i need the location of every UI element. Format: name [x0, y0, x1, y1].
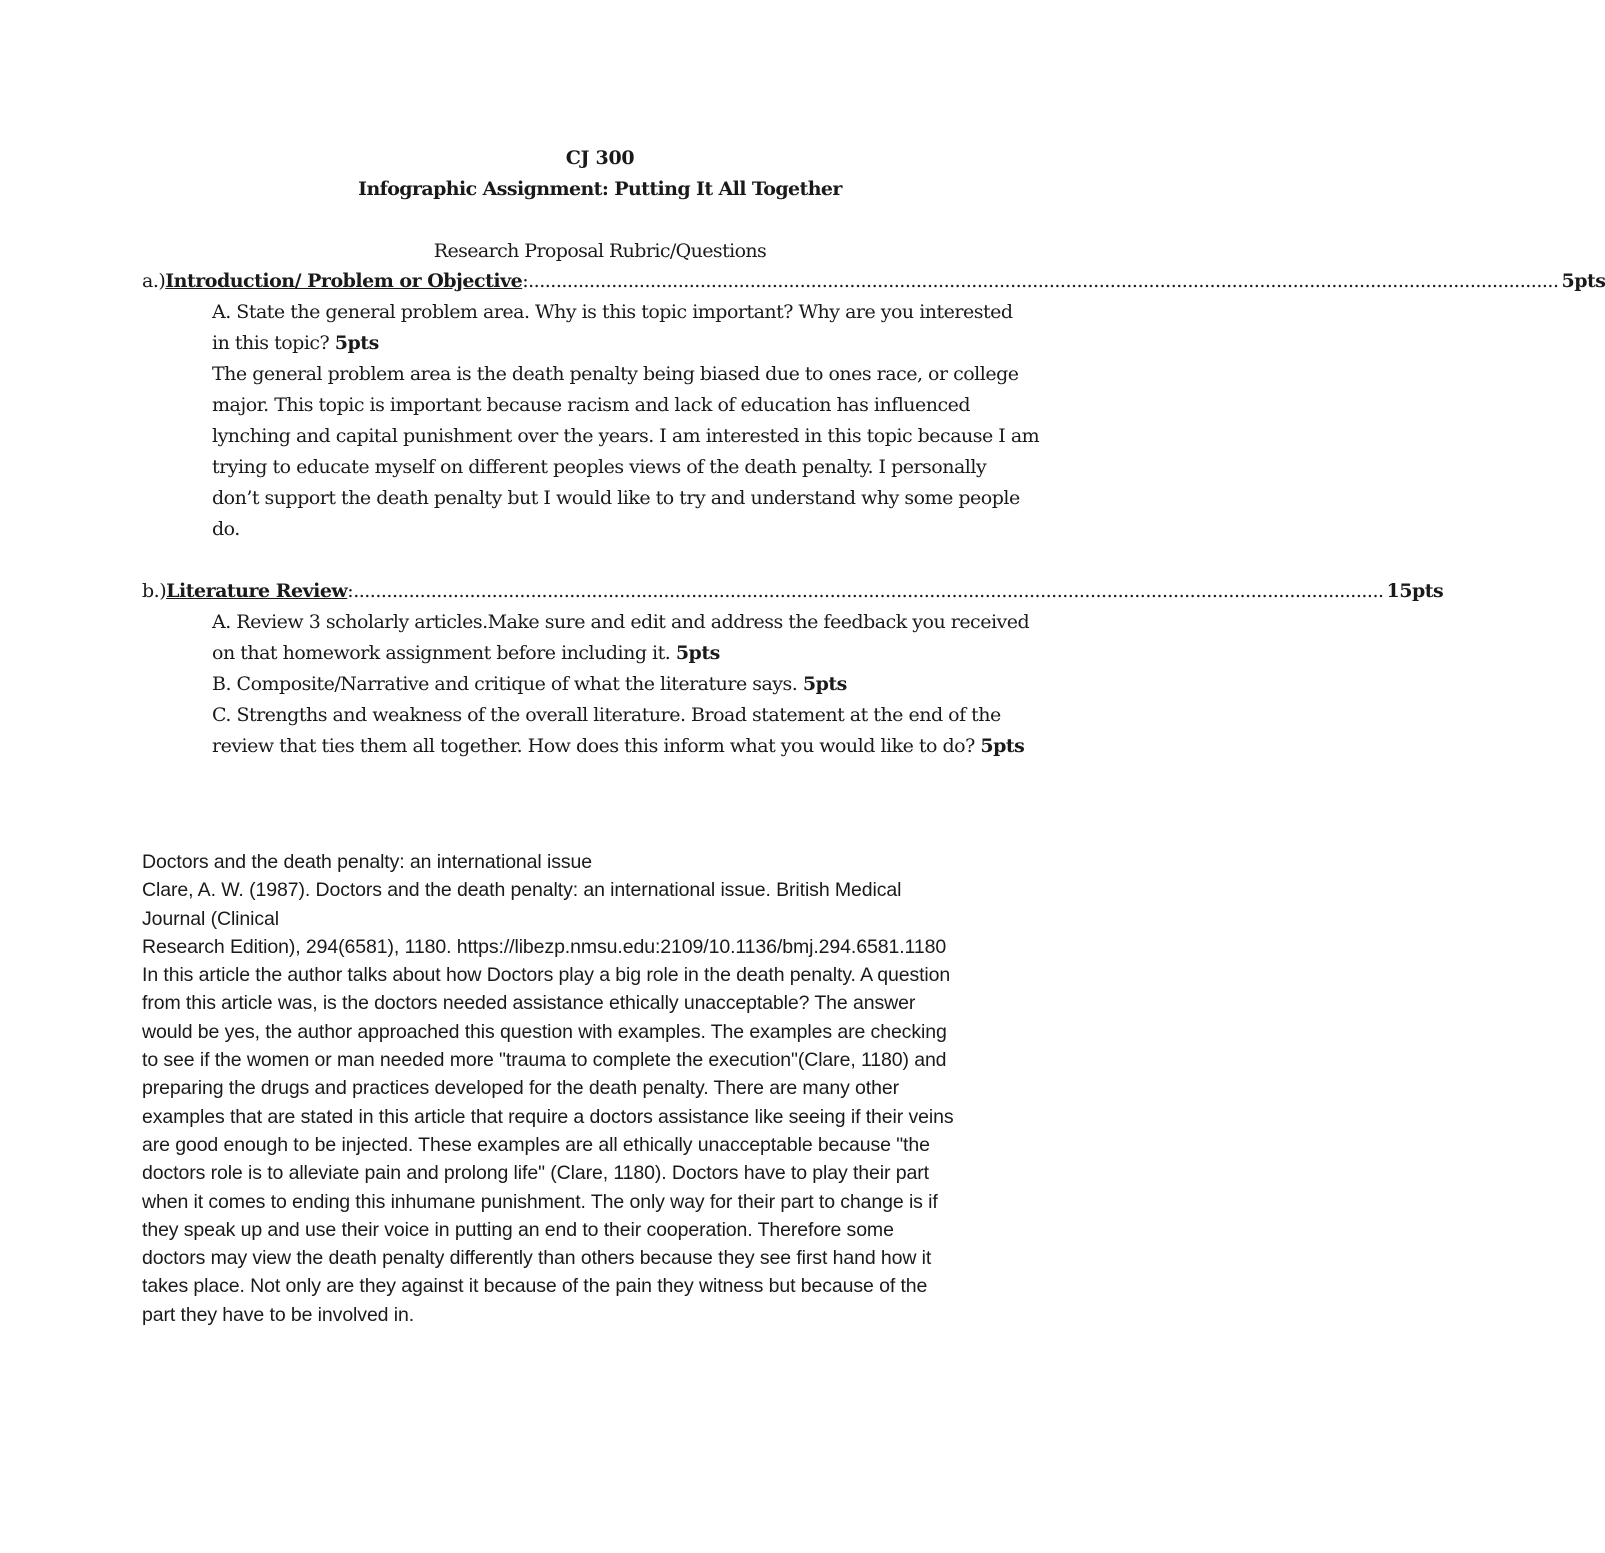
dot-leader: .......................................................................................................................................................................................... — [353, 580, 1384, 602]
item-a-line — [212, 638, 1058, 669]
question-a-text: in this topic? — [212, 332, 335, 354]
essay-line: Doctors and the death penalty: an international issue — [142, 851, 592, 873]
section-a-colon: : — [522, 270, 529, 292]
answer-line: major. This topic is important because racism and lack of education has influenced — [212, 394, 971, 416]
essay-line: preparing the drugs and practices developed for the death penalty. There are many other — [142, 1077, 899, 1100]
answer-line: don’t support the death penalty but I would like to try and understand why some people — [212, 487, 1020, 509]
essay-line: to see if the women or man needed more "trauma to complete the execution"(Clare, 1180) and — [142, 1049, 947, 1072]
item-a-text: on that homework assignment before including it. — [212, 642, 676, 664]
section-b-heading — [142, 576, 1444, 607]
essay-line: part they have to be involved in. — [142, 1303, 415, 1326]
essay-line: Journal (Clinical — [142, 907, 280, 930]
essay-line: would be yes, the author approached this question with examples. The examples are checking — [142, 1020, 947, 1043]
section-b-label: Literature Review — [166, 580, 348, 602]
blank-line — [142, 545, 1058, 576]
item-c-line: C. Strengths and weakness of the overall literature. Broad statement at the end of the — [212, 704, 1001, 726]
essay-line: when it comes to ending this inhumane punishment. The only way for their part to change is if — [142, 1190, 938, 1213]
essay-line: Research Edition), 294(6581), 1180. https://libezp.nmsu.edu:2109/10.1136/bmj.294.6581.1180 — [142, 935, 947, 958]
item-a-line: A. Review 3 scholarly articles.Make sure and edit and address the feedback you received — [212, 611, 1030, 633]
item-c-line — [212, 731, 1058, 762]
section-a-label: Introduction/ Problem or Objective — [165, 270, 523, 292]
section-b-points: 15pts — [1386, 580, 1444, 602]
essay-line: takes place. Not only are they against it because of the pain they witness but because of the — [142, 1275, 928, 1298]
question-a-points: 5pts — [334, 332, 379, 354]
item-c-text: review that ties them all together. How does this inform what you would like to do? — [212, 735, 981, 757]
answer-line: lynching and capital punishment over the years. I am interested in this topic because I am — [212, 425, 1040, 447]
section-a-question — [142, 297, 1058, 545]
answer-line: trying to educate myself on different peoples views of the death penalty. I personally — [212, 456, 987, 478]
section-a-prefix: a.) — [142, 270, 166, 292]
question-a-line — [212, 328, 1058, 359]
section-b-colon: : — [347, 580, 354, 602]
item-b-line — [212, 669, 1058, 700]
essay-line: are good enough to be injected. These examples are all ethically unacceptable because "the — [142, 1133, 930, 1156]
answer-line: do. — [212, 518, 240, 540]
section-a-points: 5pts — [1561, 270, 1605, 292]
course-code: CJ 300 — [565, 147, 635, 169]
essay-line: they speak up and use their voice in putting an end to their cooperation. Therefore some — [142, 1218, 894, 1241]
question-a-line: A. State the general problem area. Why is this topic important? Why are you interested — [212, 301, 1013, 323]
item-c-points: 5pts — [980, 735, 1025, 757]
item-b-text: B. Composite/Narrative and critique of what the literature says. — [212, 673, 803, 695]
section-b-items — [142, 607, 1058, 762]
dot-leader: .......................................................................................................................................................................................... — [528, 270, 1559, 292]
essay-line: doctors role is to alleviate pain and prolong life" (Clare, 1180). Doctors have to play their part — [142, 1162, 929, 1185]
article-review — [142, 848, 1058, 1329]
section-a-heading — [142, 266, 1605, 297]
essay-line: examples that are stated in this article that require a doctors assistance like seeing if their veins — [142, 1105, 954, 1128]
assignment-title: Infographic Assignment: Putting It All Together — [358, 178, 842, 200]
rubric-questions — [142, 266, 1605, 762]
essay-line: doctors may view the death penalty differently than others because they see first hand how it — [142, 1247, 932, 1270]
rubric-title: Research Proposal Rubric/Questions — [433, 240, 767, 262]
document-header — [0, 143, 1200, 267]
answer-line: The general problem area is the death penalty being biased due to ones race, or college — [212, 363, 1019, 385]
item-b-points: 5pts — [802, 673, 847, 695]
essay-line: from this article was, is the doctors needed assistance ethically unacceptable? The answer — [142, 992, 916, 1015]
section-b-prefix: b.) — [142, 580, 167, 602]
essay-line: In this article the author talks about how Doctors play a big role in the death penalty. A question — [142, 964, 951, 987]
essay-line: Clare, A. W. (1987). Doctors and the death penalty: an international issue. British Medical — [142, 879, 902, 902]
item-a-points: 5pts — [675, 642, 720, 664]
